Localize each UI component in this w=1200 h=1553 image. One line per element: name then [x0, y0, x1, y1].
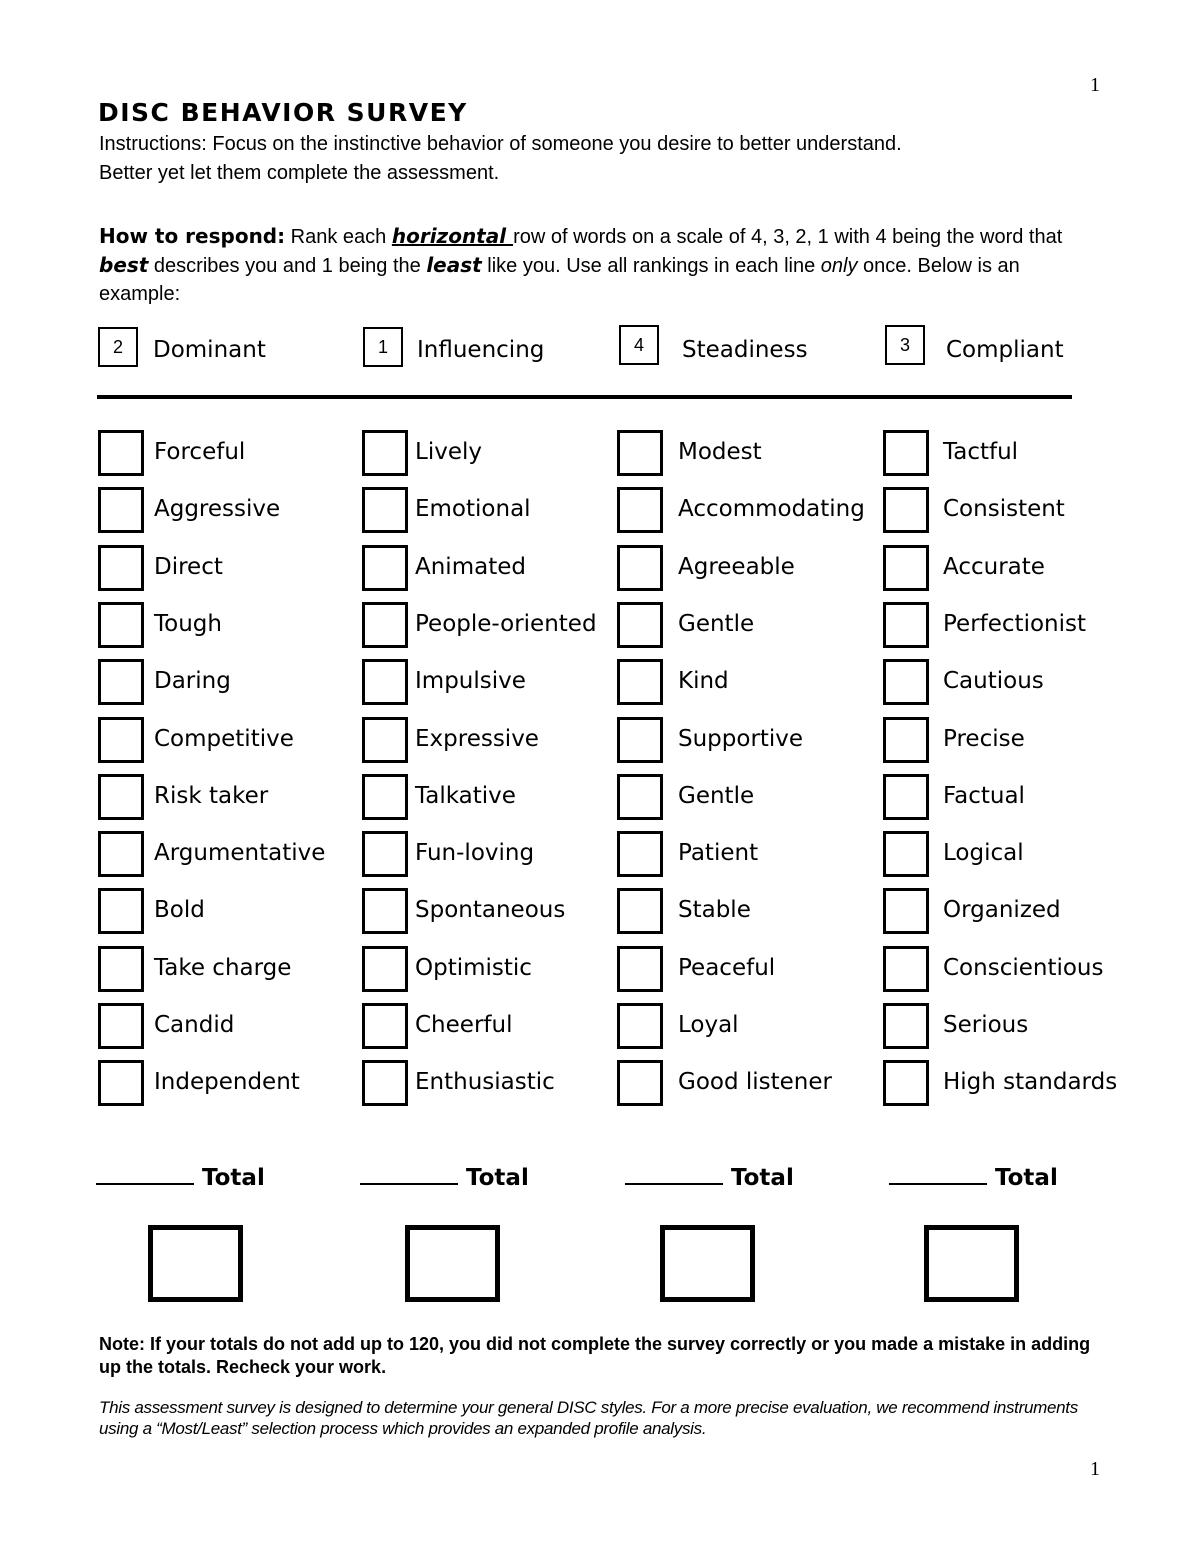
trait-word-d: Competitive [154, 726, 294, 752]
total-box-i[interactable] [405, 1225, 500, 1302]
rank-box-c[interactable] [883, 888, 929, 934]
total-blank-d[interactable] [96, 1165, 194, 1185]
trait-word-d: Daring [154, 668, 231, 694]
total-text-d: Total [202, 1165, 265, 1191]
rank-box-s[interactable] [617, 602, 663, 648]
trait-word-d: Direct [154, 554, 223, 580]
trait-word-c: High standards [943, 1069, 1118, 1095]
divider-rule [97, 395, 1072, 399]
rank-box-s[interactable] [617, 888, 663, 934]
total-label-s [625, 1165, 794, 1191]
rank-box-d[interactable] [98, 487, 144, 533]
rank-box-d[interactable] [98, 946, 144, 992]
rank-box-d[interactable] [98, 602, 144, 648]
how-to-best: best [99, 253, 149, 277]
trait-word-c: Conscientious [943, 955, 1104, 981]
trait-word-i: Optimistic [415, 955, 532, 981]
example-label-influencing: Influencing [417, 337, 545, 363]
trait-word-s: Peaceful [678, 955, 776, 981]
instructions-line-1: Instructions: Focus on the instinctive behavior of someone you desire to better understand. [99, 133, 902, 155]
rank-box-s[interactable] [617, 430, 663, 476]
rank-box-s[interactable] [617, 487, 663, 533]
how-to-least: least [426, 253, 482, 277]
page-number-bottom: 1 [1090, 1458, 1100, 1480]
rank-box-d[interactable] [98, 888, 144, 934]
how-to-text-3: describes you and 1 being the [148, 255, 427, 277]
rank-box-i[interactable] [362, 659, 408, 705]
note-text: Note: If your totals do not add up to 120, you did not complete the survey correctly or you made a mistake in adding up the totals. Recheck your work. [99, 1334, 1091, 1377]
total-blank-i[interactable] [360, 1165, 458, 1185]
rank-box-c[interactable] [883, 545, 929, 591]
trait-word-i: Cheerful [415, 1012, 513, 1038]
trait-word-d: Risk taker [154, 783, 269, 809]
total-box-c[interactable] [924, 1225, 1019, 1302]
trait-word-d: Take charge [154, 955, 292, 981]
trait-word-s: Accommodating [678, 496, 865, 522]
trait-word-s: Modest [678, 439, 762, 465]
trait-word-i: People-oriented [415, 611, 597, 637]
rank-box-i[interactable] [362, 487, 408, 533]
example-rank-box-steadiness: 4 [619, 325, 659, 365]
rank-box-i[interactable] [362, 430, 408, 476]
rank-box-c[interactable] [883, 717, 929, 763]
rank-box-s[interactable] [617, 717, 663, 763]
example-label-compliant: Compliant [946, 337, 1064, 363]
trait-word-s: Supportive [678, 726, 804, 752]
total-blank-s[interactable] [625, 1165, 723, 1185]
rank-box-i[interactable] [362, 831, 408, 877]
rank-box-i[interactable] [362, 1003, 408, 1049]
total-text-s: Total [731, 1165, 794, 1191]
total-box-d[interactable] [148, 1225, 243, 1302]
trait-word-d: Candid [154, 1012, 235, 1038]
trait-word-s: Stable [678, 897, 751, 923]
trait-word-d: Bold [154, 897, 205, 923]
trait-word-i: Spontaneous [415, 897, 566, 923]
rank-box-d[interactable] [98, 1060, 144, 1106]
rank-box-s[interactable] [617, 831, 663, 877]
instructions [99, 130, 1109, 188]
rank-box-d[interactable] [98, 430, 144, 476]
trait-word-i: Emotional [415, 496, 531, 522]
total-label-d [96, 1165, 265, 1191]
rank-box-d[interactable] [98, 545, 144, 591]
rank-box-s[interactable] [617, 774, 663, 820]
trait-word-s: Gentle [678, 783, 755, 809]
trait-word-d: Argumentative [154, 840, 326, 866]
trait-word-s: Good listener [678, 1069, 832, 1095]
rank-box-c[interactable] [883, 659, 929, 705]
trait-word-i: Expressive [415, 726, 539, 752]
trait-word-c: Factual [943, 783, 1025, 809]
page-number-top: 1 [1090, 74, 1100, 96]
total-blank-c[interactable] [889, 1165, 987, 1185]
rank-box-i[interactable] [362, 1060, 408, 1106]
trait-word-s: Loyal [678, 1012, 739, 1038]
trait-word-i: Fun-loving [415, 840, 535, 866]
trait-word-d: Forceful [154, 439, 246, 465]
rank-box-i[interactable] [362, 946, 408, 992]
trait-word-c: Organized [943, 897, 1061, 923]
example-label-steadiness: Steadiness [682, 337, 808, 363]
how-to-text-5: once. Below is an example: [99, 255, 1020, 305]
rank-box-i[interactable] [362, 717, 408, 763]
trait-word-i: Lively [415, 439, 482, 465]
trait-word-d: Independent [154, 1069, 300, 1095]
instructions-line-2: Better yet let them complete the assessment. [99, 162, 500, 184]
rank-box-c[interactable] [883, 487, 929, 533]
trait-word-s: Gentle [678, 611, 755, 637]
trait-word-c: Precise [943, 726, 1025, 752]
how-to-text-2: row of words on a scale of 4, 3, 2, 1 with 4 being the word that [513, 226, 1063, 248]
rank-box-d[interactable] [98, 659, 144, 705]
how-to-respond [99, 222, 1099, 308]
trait-word-c: Tactful [943, 439, 1019, 465]
rank-box-s[interactable] [617, 1060, 663, 1106]
trait-word-d: Tough [154, 611, 222, 637]
trait-word-i: Talkative [415, 783, 516, 809]
rank-box-c[interactable] [883, 774, 929, 820]
rank-box-c[interactable] [883, 1060, 929, 1106]
total-label-c [889, 1165, 1058, 1191]
rank-box-d[interactable] [98, 831, 144, 877]
example-rank-box-influencing: 1 [363, 327, 403, 367]
rank-box-i[interactable] [362, 774, 408, 820]
how-to-label: How to respond: [99, 224, 286, 248]
rank-box-c[interactable] [883, 831, 929, 877]
how-to-horizontal: horizontal [391, 224, 514, 248]
how-to-only: only [820, 255, 858, 277]
example-label-dominant: Dominant [153, 337, 266, 363]
total-text-i: Total [466, 1165, 529, 1191]
trait-word-c: Consistent [943, 496, 1065, 522]
rank-box-s[interactable] [617, 946, 663, 992]
rank-box-i[interactable] [362, 602, 408, 648]
trait-word-c: Accurate [943, 554, 1045, 580]
trait-word-c: Serious [943, 1012, 1029, 1038]
disclaimer-text: This assessment survey is designed to determine your general DISC styles. For a more precise evaluation, we recommend instruments using a “Most/Least” selection process which provides an expanded profile analysis. [99, 1398, 1078, 1438]
trait-word-s: Agreeable [678, 554, 795, 580]
rank-box-c[interactable] [883, 430, 929, 476]
rank-box-s[interactable] [617, 1003, 663, 1049]
total-label-i [360, 1165, 529, 1191]
example-rank-box-compliant: 3 [885, 325, 925, 365]
rank-box-s[interactable] [617, 545, 663, 591]
rank-box-d[interactable] [98, 774, 144, 820]
rank-box-c[interactable] [883, 946, 929, 992]
rank-box-s[interactable] [617, 659, 663, 705]
rank-box-c[interactable] [883, 602, 929, 648]
total-text-c: Total [995, 1165, 1058, 1191]
page-title: DISC BEHAVIOR SURVEY [98, 98, 468, 127]
rank-box-d[interactable] [98, 1003, 144, 1049]
trait-word-d: Aggressive [154, 496, 281, 522]
rank-box-d[interactable] [98, 717, 144, 763]
trait-word-s: Kind [678, 668, 729, 694]
trait-word-c: Cautious [943, 668, 1044, 694]
how-to-text-4: like you. Use all rankings in each line [481, 255, 821, 277]
rank-box-c[interactable] [883, 1003, 929, 1049]
how-to-text-1: Rank each [285, 226, 392, 248]
trait-word-c: Logical [943, 840, 1024, 866]
trait-word-i: Impulsive [415, 668, 526, 694]
rank-box-i[interactable] [362, 888, 408, 934]
example-rank-box-dominant: 2 [98, 327, 138, 367]
trait-word-c: Perfectionist [943, 611, 1086, 637]
trait-word-i: Animated [415, 554, 526, 580]
trait-word-i: Enthusiastic [415, 1069, 555, 1095]
trait-word-s: Patient [678, 840, 759, 866]
total-box-s[interactable] [660, 1225, 755, 1302]
rank-box-i[interactable] [362, 545, 408, 591]
